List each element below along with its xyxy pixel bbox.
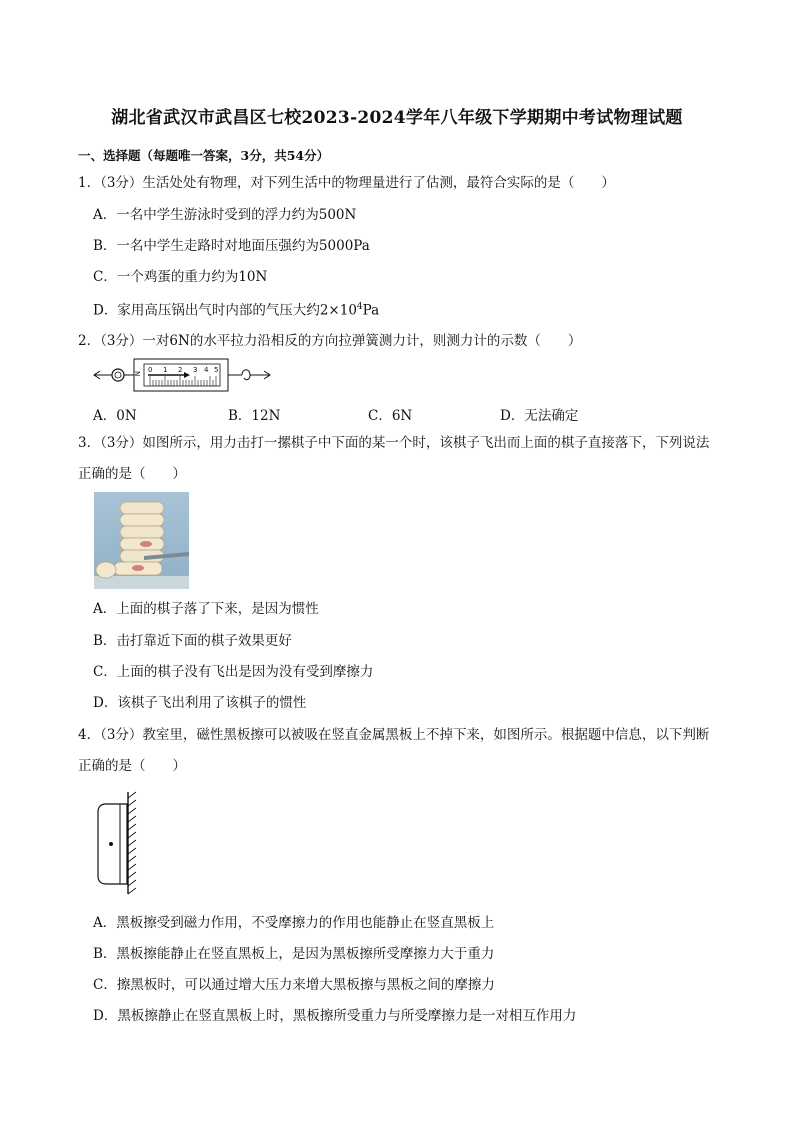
spring-scale-figure xyxy=(92,356,278,394)
scale-unit-label: N xyxy=(133,371,141,377)
question-3-stem: 3．（3分）如图所示，用力击打一摞棋子中下面的某一个时，该棋子飞出而上面的棋子直接落下，下列说法正确的是（ ） xyxy=(78,435,710,482)
scale-tick-label: 0 xyxy=(148,366,153,374)
question-2-option-c: C．6N xyxy=(368,408,413,424)
question-4-stem: 4．（3分）教室里，磁性黑板擦可以被吸在竖直金属黑板上不掉下来，如图所示。根据题中信息，以下判断正确的是（ ） xyxy=(78,727,710,774)
question-4-option-c: C．擦黑板时，可以通过增大压力来增大黑板擦与黑板之间的摩擦力 xyxy=(93,977,495,993)
option-d-exponent: 4 xyxy=(356,302,363,312)
section-heading: 一、选择题（每题唯一答案，3分，共54分） xyxy=(78,148,330,163)
checker-stack-photo xyxy=(94,492,189,589)
question-2-option-a: A．0N xyxy=(93,408,137,424)
option-d-unit: Pa xyxy=(362,302,380,319)
scale-tick-label: 5 xyxy=(214,366,219,374)
blackboard-eraser-figure xyxy=(94,790,142,896)
page-title: 湖北省武汉市武昌区七校2023-2024学年八年级下学期期中考试物理试题 xyxy=(111,108,683,128)
question-2-stem: 2．（3分）一对6N的水平拉力沿相反的方向拉弹簧测力计，则测力计的示数（ ） xyxy=(78,333,582,349)
scale-tick-label: 1 xyxy=(163,366,168,374)
option-d-text: D．家用高压锅出气时内部的气压大约2×10 xyxy=(93,302,357,319)
question-4-option-d: D．黑板擦静止在竖直黑板上时，黑板擦所受重力与所受摩擦力是一对相互作用力 xyxy=(93,1008,577,1024)
scale-tick-label: 3 xyxy=(193,366,198,374)
question-4-option-b: B．黑板擦能静止在竖直黑板上，是因为黑板擦所受摩擦力大于重力 xyxy=(93,946,495,962)
question-2-option-d: D．无法确定 xyxy=(500,408,579,424)
question-3-option-d: D．该棋子飞出利用了该棋子的惯性 xyxy=(93,695,307,711)
question-1-option-a: A．一名中学生游泳时受到的浮力约为500N xyxy=(93,207,357,223)
question-3-option-a: A．上面的棋子落了下来，是因为惯性 xyxy=(93,601,319,617)
question-2-option-b: B．12N xyxy=(228,408,281,424)
question-1-option-c: C．一个鸡蛋的重力约为10N xyxy=(93,269,268,285)
question-3-option-b: B．击打靠近下面的棋子效果更好 xyxy=(93,633,292,649)
question-1-option-b: B．一名中学生走路时对地面压强约为5000Pa xyxy=(93,238,370,254)
scale-tick-label: 4 xyxy=(204,366,209,374)
question-4-option-a: A．黑板擦受到磁力作用，不受摩擦力的作用也能静止在竖直黑板上 xyxy=(93,915,495,931)
scale-tick-label: 2 xyxy=(178,366,183,374)
question-1-stem: 1．（3分）生活处处有物理，对下列生活中的物理量进行了估测，最符合实际的是（ ） xyxy=(78,175,615,191)
question-3-option-c: C．上面的棋子没有飞出是因为没有受到摩擦力 xyxy=(93,664,374,680)
question-1-option-d xyxy=(93,298,379,320)
